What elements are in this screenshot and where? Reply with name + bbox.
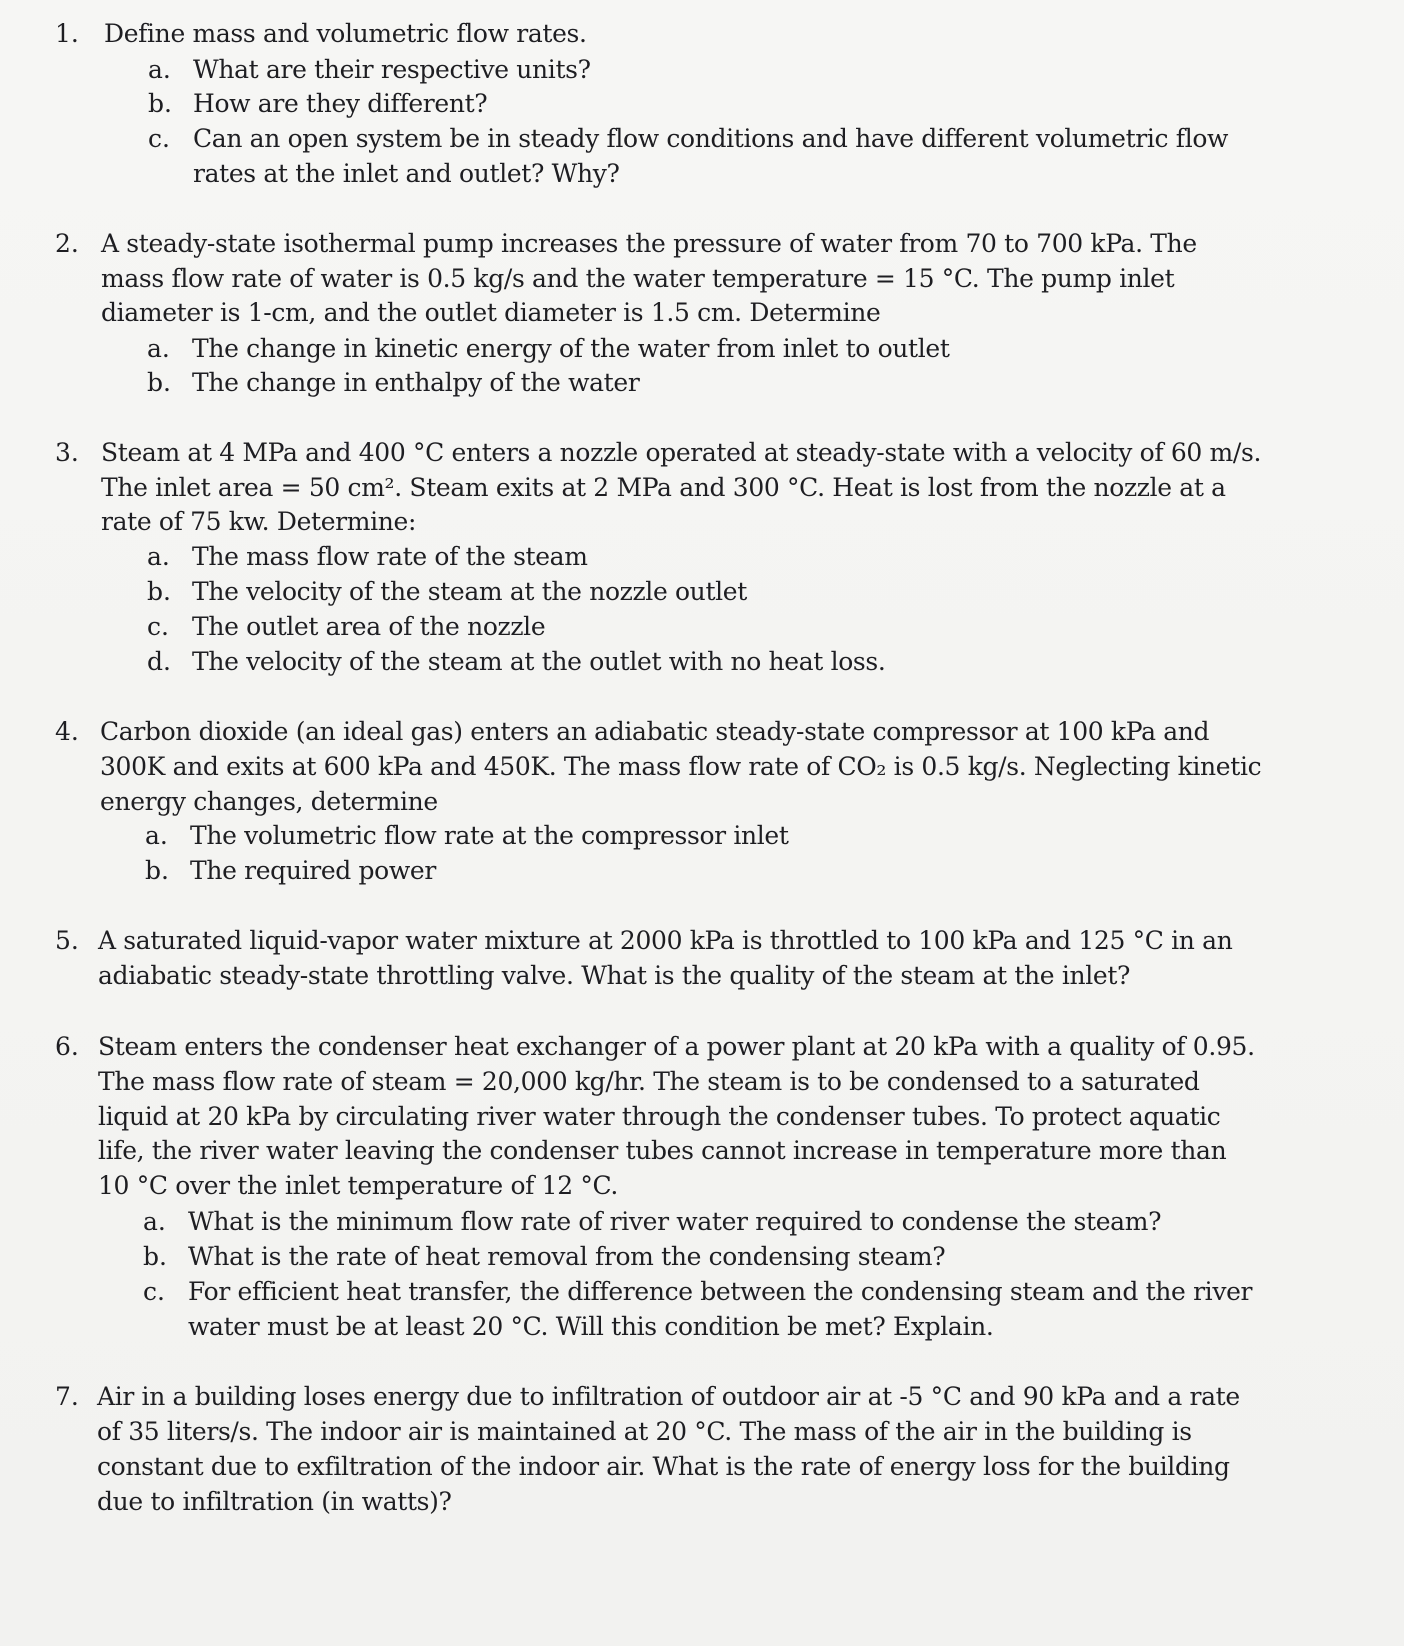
- part-letter: d.: [147, 647, 171, 676]
- part-text-line: Can an open system be in steady flow conditions and have different volumetric flow: [193, 124, 1229, 153]
- problem-text-line: The mass flow rate of steam = 20,000 kg/hr. The steam is to be condensed to a saturated: [98, 1067, 1200, 1096]
- part-letter: b.: [147, 577, 171, 606]
- part-text-line: The volumetric flow rate at the compressor inlet: [190, 821, 789, 850]
- problem-number: 4.: [55, 717, 79, 746]
- problem-number: 6.: [55, 1032, 79, 1061]
- part-text-line: What are their respective units?: [193, 55, 591, 84]
- problem-text-line: 300K and exits at 600 kPa and 450K. The mass flow rate of CO₂ is 0.5 kg/s. Neglecting kinetic: [100, 752, 1262, 781]
- part-letter: a.: [145, 821, 168, 850]
- problem-text-line: 10 °C over the inlet temperature of 12 °C.: [98, 1171, 619, 1200]
- part-text-line: The outlet area of the nozzle: [192, 612, 546, 641]
- problem-text-line: Define mass and volumetric flow rates.: [104, 19, 587, 48]
- problem-number: 2.: [55, 229, 79, 258]
- problem-text-line: rate of 75 kw. Determine:: [101, 507, 417, 536]
- problem-text-line: constant due to exfiltration of the indoor air. What is the rate of energy loss for the building: [97, 1452, 1230, 1481]
- problem-text-line: Air in a building loses energy due to infiltration of outdoor air at -5 °C and 90 kPa and a rate: [97, 1382, 1240, 1411]
- problem-text-line: life, the river water leaving the condenser tubes cannot increase in temperature more than: [98, 1136, 1227, 1165]
- part-text-line: water must be at least 20 °C. Will this condition be met? Explain.: [188, 1312, 994, 1341]
- problem-text-line: Carbon dioxide (an ideal gas) enters an adiabatic steady-state compressor at 100 kPa and: [100, 717, 1210, 746]
- problem-text-line: mass flow rate of water is 0.5 kg/s and the water temperature = 15 °C. The pump inlet: [101, 264, 1175, 293]
- problem-text-line: diameter is 1-cm, and the outlet diameter is 1.5 cm. Determine: [101, 298, 881, 327]
- part-letter: b.: [145, 856, 169, 885]
- part-letter: b.: [148, 89, 172, 118]
- problem-text-line: of 35 liters/s. The indoor air is maintained at 20 °C. The mass of the air in the building is: [97, 1417, 1192, 1446]
- problem-text-line: adiabatic steady-state throttling valve. What is the quality of the steam at the inlet?: [98, 961, 1131, 990]
- problem-number: 1.: [55, 19, 79, 48]
- part-text-line: The mass flow rate of the steam: [192, 542, 588, 571]
- part-text-line: rates at the inlet and outlet? Why?: [193, 159, 620, 188]
- problem-text-line: The inlet area = 50 cm². Steam exits at 2 MPa and 300 °C. Heat is lost from the nozzle at a: [101, 473, 1226, 502]
- problem-number: 7.: [55, 1382, 79, 1411]
- problem-number: 3.: [55, 438, 79, 467]
- part-text-line: The velocity of the steam at the nozzle outlet: [192, 577, 747, 606]
- part-text-line: The velocity of the steam at the outlet with no heat loss.: [192, 647, 886, 676]
- problem-text-line: liquid at 20 kPa by circulating river water through the condenser tubes. To protect aquatic: [98, 1102, 1221, 1131]
- part-text-line: For efficient heat transfer, the difference between the condensing steam and the river: [188, 1277, 1253, 1306]
- problem-number: 5.: [55, 926, 79, 955]
- part-text-line: What is the minimum flow rate of river water required to condense the steam?: [188, 1207, 1162, 1236]
- part-letter: c.: [148, 124, 170, 153]
- problem-text-line: A saturated liquid-vapor water mixture at 2000 kPa is throttled to 100 kPa and 125 °C in an: [98, 926, 1233, 955]
- part-text-line: How are they different?: [193, 89, 488, 118]
- part-letter: a.: [143, 1207, 166, 1236]
- part-letter: a.: [148, 55, 171, 84]
- problem-text-line: due to infiltration (in watts)?: [97, 1487, 452, 1516]
- problem-text-line: energy changes, determine: [100, 787, 438, 816]
- problem-text-line: Steam enters the condenser heat exchanger of a power plant at 20 kPa with a quality of 0.95.: [98, 1032, 1255, 1061]
- part-text-line: The required power: [190, 856, 436, 885]
- part-letter: a.: [147, 334, 170, 363]
- part-letter: c.: [147, 612, 169, 641]
- problem-text-line: A steady-state isothermal pump increases the pressure of water from 70 to 700 kPa. The: [101, 229, 1197, 258]
- part-letter: a.: [147, 542, 170, 571]
- part-letter: b.: [147, 368, 171, 397]
- part-letter: c.: [143, 1277, 165, 1306]
- part-letter: b.: [143, 1242, 167, 1271]
- problem-text-line: Steam at 4 MPa and 400 °C enters a nozzle operated at steady-state with a velocity of 60 m/s.: [101, 438, 1262, 467]
- part-text-line: The change in kinetic energy of the water from inlet to outlet: [192, 334, 950, 363]
- part-text-line: The change in enthalpy of the water: [192, 368, 640, 397]
- part-text-line: What is the rate of heat removal from the condensing steam?: [188, 1242, 946, 1271]
